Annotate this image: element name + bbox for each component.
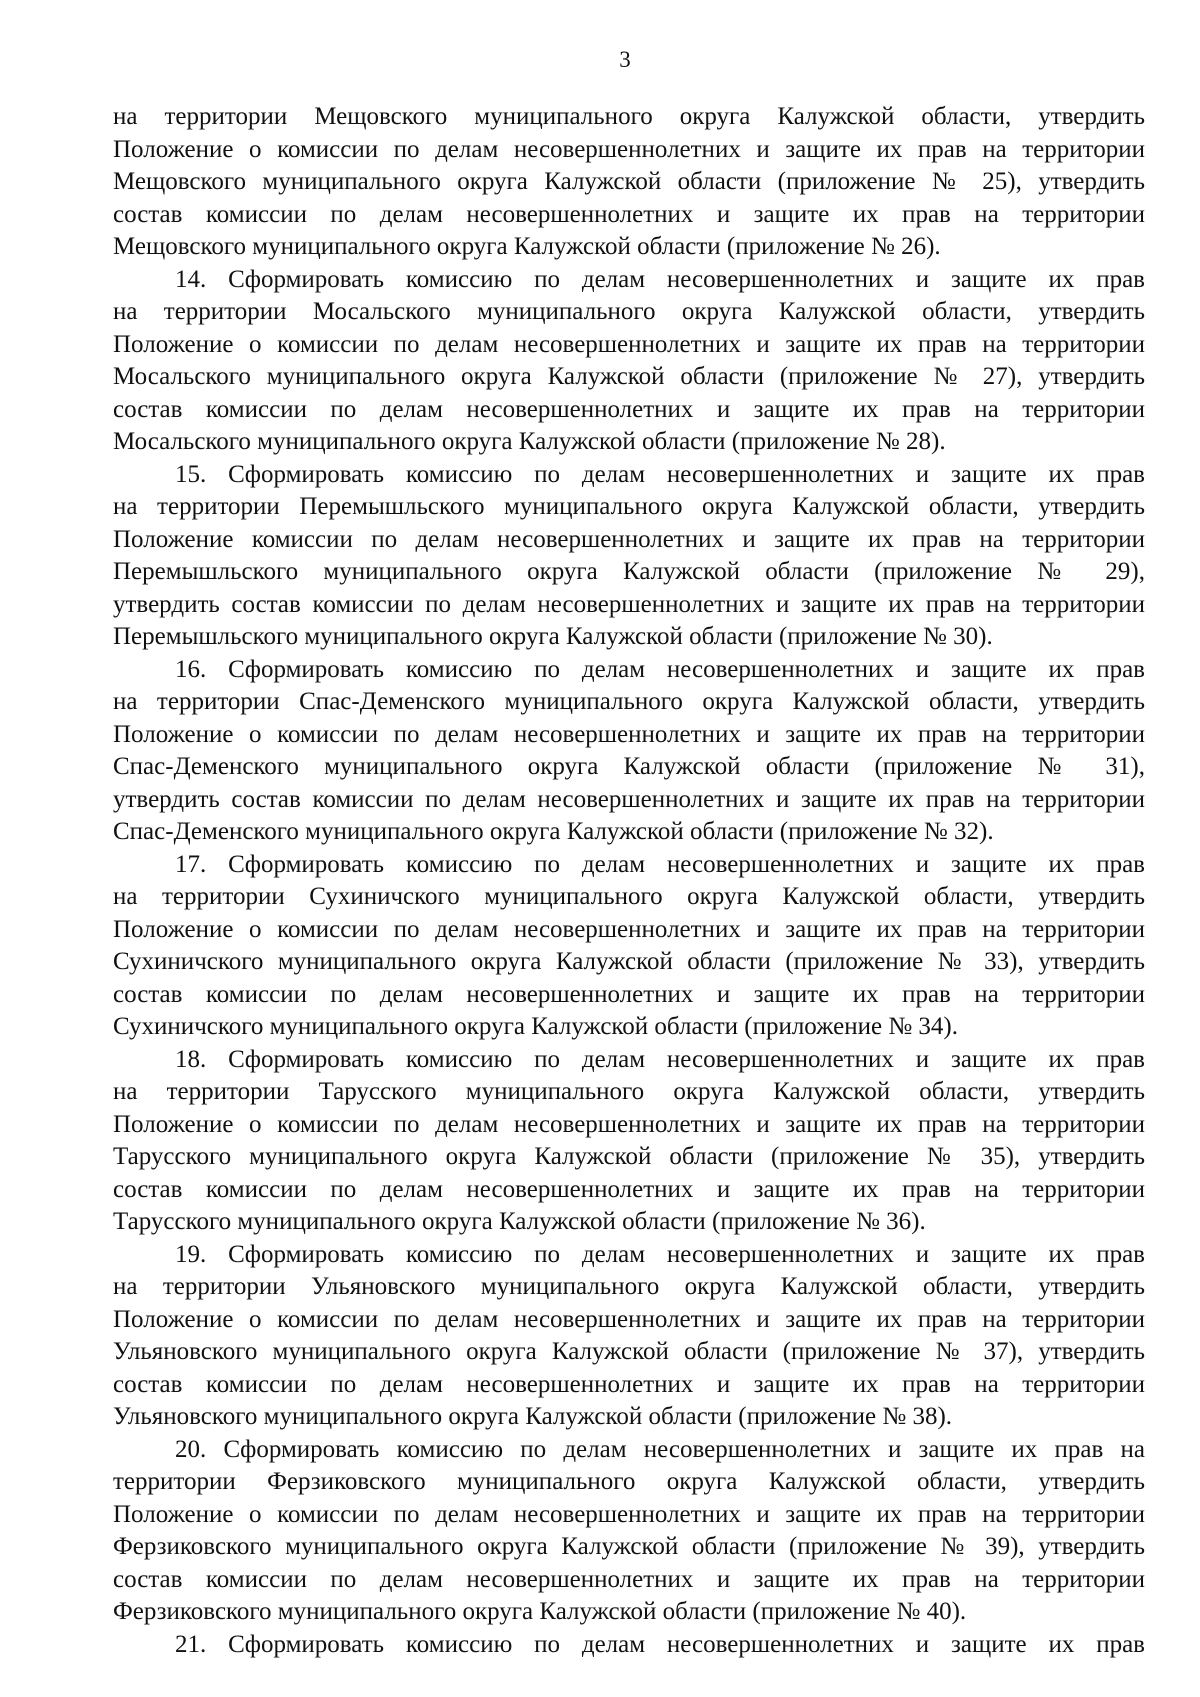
text-line: Тарусского муниципального округа Калужской области (приложение № 36). xyxy=(113,1208,926,1235)
text-line: 21. Сформировать комиссию по делам несовершеннолетних и защите их прав xyxy=(175,1630,1145,1658)
text-line: утвердить состав комиссии по делам несовершеннолетних и защите их прав на территории xyxy=(113,590,1145,618)
text-line: 15. Сформировать комиссию по делам несовершеннолетних и защите их прав xyxy=(175,460,1145,488)
text-line: состав комиссии по делам несовершеннолетних и защите их прав на территории xyxy=(113,395,1145,423)
text-line: на территории Мещовского муниципального округа Калужской области, утвердить xyxy=(113,103,1145,130)
text-line: Мещовского муниципального округа Калужской области (приложение № 26). xyxy=(113,233,941,260)
text-line: Мосальского муниципального округа Калужской области (приложение № 27), утвердить xyxy=(113,363,1145,390)
text-line: 14. Сформировать комиссию по делам несовершеннолетних и защите их прав xyxy=(175,265,1145,293)
text-line: на территории Перемышльского муниципального округа Калужской области, утвердить xyxy=(113,493,1145,520)
page-number: 3 xyxy=(619,47,631,72)
text-line: Положение о комиссии по делам несовершеннолетних и защите их прав на территории xyxy=(113,1110,1145,1138)
text-line: состав комиссии по делам несовершеннолетних и защите их прав на территории xyxy=(113,1565,1145,1593)
text-line: на территории Сухиничского муниципального округа Калужской области, утвердить xyxy=(113,883,1145,910)
text-line: Мосальского муниципального округа Калужской области (приложение № 28). xyxy=(113,428,946,455)
text-line: состав комиссии по делам несовершеннолетних и защите их прав на территории xyxy=(113,1175,1145,1203)
text-line: Положение комиссии по делам несовершеннолетних и защите их прав на территории xyxy=(113,525,1145,553)
text-line: состав комиссии по делам несовершеннолетних и защите их прав на территории xyxy=(113,1370,1145,1398)
text-line: 20. Сформировать комиссию по делам несовершеннолетних и защите их прав на xyxy=(175,1435,1145,1463)
document-body xyxy=(113,101,1145,1661)
text-line: Положение о комиссии по делам несовершеннолетних и защите их прав на территории xyxy=(113,1500,1145,1528)
text-line: Положение о комиссии по делам несовершеннолетних и защите их прав на территории xyxy=(113,135,1145,163)
text-line: 16. Сформировать комиссию по делам несовершеннолетних и защите их прав xyxy=(175,655,1145,683)
text-line: на территории Мосальского муниципального округа Калужской области, утвердить xyxy=(113,298,1145,325)
text-line: Сухиничского муниципального округа Калужской области (приложение № 34). xyxy=(113,1013,959,1040)
text-line: состав комиссии по делам несовершеннолетних и защите их прав на территории xyxy=(113,200,1145,228)
text-line: Сухиничского муниципального округа Калужской области (приложение № 33), утвердить xyxy=(113,948,1145,975)
text-line: Ферзиковского муниципального округа Калужской области (приложение № 40). xyxy=(113,1598,967,1625)
text-line: Перемышльского муниципального округа Калужской области (приложение № 30). xyxy=(113,623,993,650)
text-line: на территории Тарусского муниципального округа Калужской области, утвердить xyxy=(113,1078,1145,1105)
text-line: 17. Сформировать комиссию по делам несовершеннолетних и защите их прав xyxy=(175,850,1145,878)
text-line: на территории Ульяновского муниципального округа Калужской области, утвердить xyxy=(113,1273,1145,1300)
text-line: Ульяновского муниципального округа Калужской области (приложение № 37), утвердить xyxy=(113,1338,1145,1365)
text-line: 18. Сформировать комиссию по делам несовершеннолетних и защите их прав xyxy=(175,1045,1145,1073)
text-line: Положение о комиссии по делам несовершеннолетних и защите их прав на территории xyxy=(113,1305,1145,1333)
text-line: 19. Сформировать комиссию по делам несовершеннолетних и защите их прав xyxy=(175,1240,1145,1268)
text-line: Положение о комиссии по делам несовершеннолетних и защите их прав на территории xyxy=(113,720,1145,748)
text-line: Тарусского муниципального округа Калужской области (приложение № 35), утвердить xyxy=(113,1143,1145,1170)
text-line: территории Ферзиковского муниципального округа Калужской области, утвердить xyxy=(113,1468,1145,1495)
text-line: Перемышльского муниципального округа Калужской области (приложение № 29), xyxy=(113,558,1145,585)
text-line: Ульяновского муниципального округа Калужской области (приложение № 38). xyxy=(113,1403,953,1430)
text-line: Положение о комиссии по делам несовершеннолетних и защите их прав на территории xyxy=(113,330,1145,358)
text-line: утвердить состав комиссии по делам несовершеннолетних и защите их прав на территории xyxy=(113,785,1145,813)
text-line: Положение о комиссии по делам несовершеннолетних и защите их прав на территории xyxy=(113,915,1145,943)
text-line: Спас-Деменского муниципального округа Калужской области (приложение № 32). xyxy=(113,818,994,845)
text-line: Спас-Деменского муниципального округа Калужской области (приложение № 31), xyxy=(113,753,1145,780)
text-line: Мещовского муниципального округа Калужской области (приложение № 25), утвердить xyxy=(113,168,1145,195)
text-line: Ферзиковского муниципального округа Калужской области (приложение № 39), утвердить xyxy=(113,1533,1145,1560)
text-line: на территории Спас-Деменского муниципального округа Калужской области, утвердить xyxy=(113,688,1145,715)
text-line: состав комиссии по делам несовершеннолетних и защите их прав на территории xyxy=(113,980,1145,1008)
